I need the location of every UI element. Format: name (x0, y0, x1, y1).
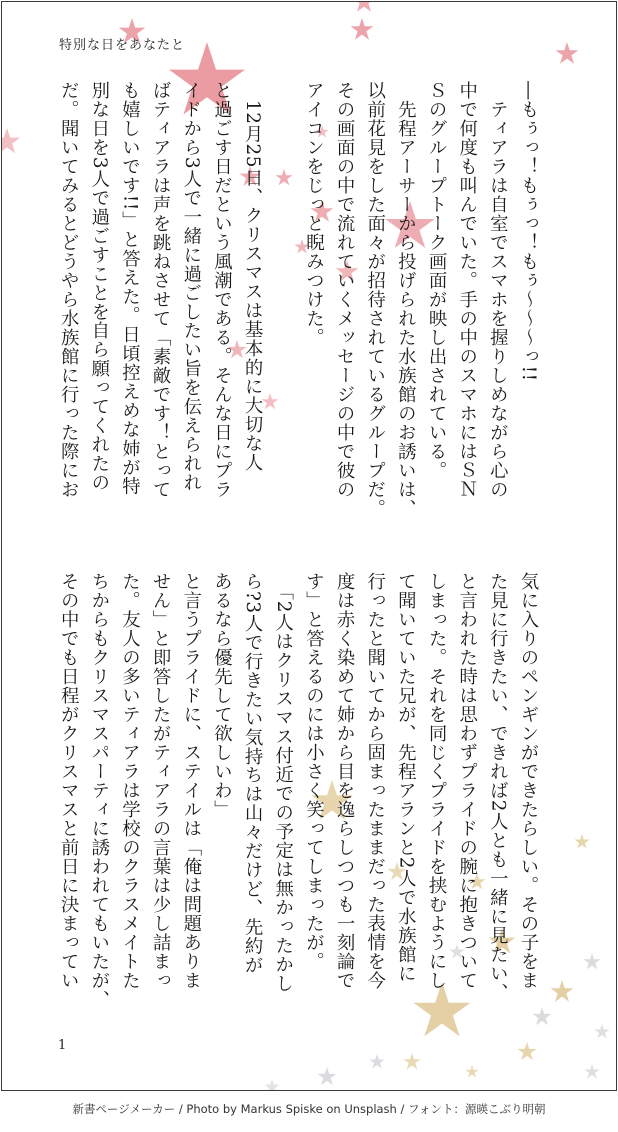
text-line: 「2人はクリスマス付近での予定は無かったかし (272, 572, 294, 993)
text-line: 度は赤く染めて姉から目を逸らしつつも一刻論で (334, 572, 356, 990)
text-line: ―もぅっ！もぅっ！もぅ〜〜〜っ!! (518, 81, 539, 382)
text-line: 気に入りのペンギンができたらしい。その子をま (518, 572, 539, 990)
text-line: 先程アーサーから投げられた水族館のお誘いは、 (395, 81, 417, 518)
text-line: せん」と即答したがティアラの言葉は少し詰まっ (150, 572, 172, 990)
text-line: ティアラは自室でスマホを握りしめながら心の (487, 81, 509, 499)
text-line: 中で何度も叫んでいた。手の中のスマホにはＳＮ (456, 81, 478, 499)
text-line: 別な日を3人で過ごすことを自ら願ってくれたの (88, 81, 110, 492)
text-line: 12月25日、クリスマスは基本的に大切な人 (242, 81, 264, 472)
text-line: す」と答えるのには小さく笑ってしまったが。 (303, 572, 325, 971)
text-line: その中でも日程がクリスマスと前日に決まってい (58, 572, 80, 990)
text-line: その画面の中で流れていくメッセージの中で彼の (334, 81, 356, 499)
text-line: ちからもクリスマスパーティに誘われてもいたが、 (88, 572, 110, 1009)
text-line: しまった。それを同じくプライドを挟むようにし (426, 572, 448, 990)
text-line: 行ったと聞いてから固まったままだった表情を今 (364, 572, 386, 990)
text-line: と言うプライドに、ステイルは「俺は問題ありま (180, 572, 202, 990)
page-number: 1 (58, 1038, 67, 1053)
text-block-lower (51, 572, 543, 1032)
text-line (268, 81, 298, 541)
text-line: だ。聞いてみるとどうやら水族館に行った際にお (58, 81, 80, 499)
text-line: アイコンをじっと睨みつけた。 (303, 81, 325, 347)
text-line: た見に行きたい、できれば2人とも一緒に見たい、 (487, 572, 509, 1002)
footer-credit: 新書ページメーカー / Photo by Markus Spiske on Unsplash / フォント：源暎こぶり明朝 (72, 1102, 546, 1116)
text-line: て聞いていた兄が、先程アランと2人で水族館に (395, 572, 417, 983)
text-line: ら?3人で行きたい気持ちは山々だけど、先約が (242, 572, 264, 975)
text-line: も嬉しいです!!」と答えた。日頃控えめな姉が特 (119, 81, 141, 496)
book-page (1, 1, 617, 1091)
text-line: と言われた時は思わずプライドの腕に抱きついて (456, 572, 478, 990)
text-block-upper (51, 81, 543, 541)
text-line: と過ごす日だという風潮である。そんな日にプラ (211, 81, 233, 499)
page-title: 特別な日をあなたと (59, 38, 186, 53)
text-line: イドから3人で一緒に過ごしたい旨を伝えられれ (180, 81, 202, 492)
text-line: 以前花見をした面々が招待されているグループだ。 (364, 81, 386, 518)
text-line: ばティアラは声を跳ねさせて「素敵です！とって (150, 81, 172, 499)
text-line: Ｓのグループトーク画面が映し出されている。 (426, 81, 448, 480)
text-line: あるなら優先して欲しいわ」 (211, 572, 233, 819)
text-line: た。友人の多いティアラは学校のクラスメイトた (119, 572, 141, 990)
